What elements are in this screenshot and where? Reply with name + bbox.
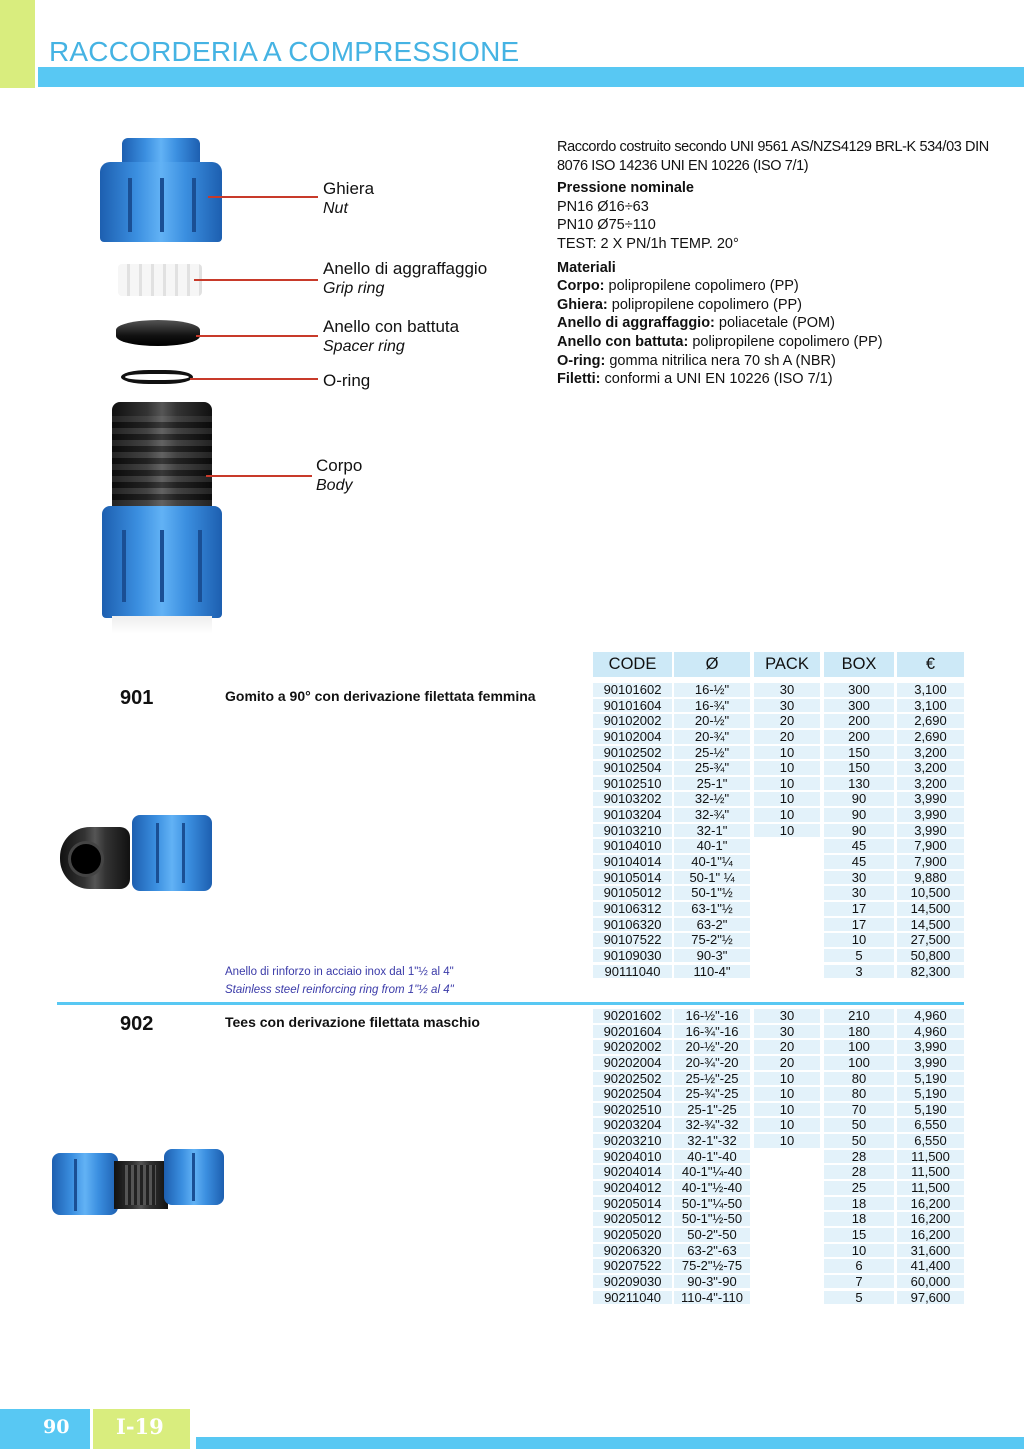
table-row <box>593 1071 964 1087</box>
box-cell: 100 <box>824 1056 894 1070</box>
spec-material: Anello di aggraffaggio: poliacetale (POM) <box>557 315 835 332</box>
diameter-cell: 50-1"½-50 <box>674 1212 750 1226</box>
part-translation-spacer-ring: Spacer ring <box>323 338 405 355</box>
leader-line-body <box>206 475 312 477</box>
pack-cell: 10 <box>754 1118 820 1132</box>
pack-cell <box>754 949 820 963</box>
box-cell: 18 <box>824 1212 894 1226</box>
box-cell: 17 <box>824 918 894 932</box>
code-cell: 90203204 <box>593 1118 672 1132</box>
pack-cell <box>754 871 820 885</box>
diameter-cell: 75-2"½-75 <box>674 1259 750 1273</box>
page-number: 90 <box>43 1416 70 1438</box>
reinforcing-ring-note-english: Stainless steel reinforcing ring from 1"½ al 4" <box>225 984 454 996</box>
diameter-cell: 40-1"¼ <box>674 855 750 869</box>
table-row <box>593 1055 964 1071</box>
leader-line-grip-ring <box>194 279 318 281</box>
box-cell: 7 <box>824 1275 894 1289</box>
table-row <box>593 682 964 698</box>
pack-cell: 30 <box>754 1025 820 1039</box>
box-cell: 15 <box>824 1228 894 1242</box>
spec-pressure-title: Pressione nominale <box>557 180 694 197</box>
diameter-cell: 16-½"-16 <box>674 1009 750 1023</box>
pack-cell: 10 <box>754 746 820 760</box>
page-title: RACCORDERIA A COMPRESSIONE <box>49 36 520 67</box>
code-cell: 90105012 <box>593 886 672 900</box>
box-cell: 200 <box>824 714 894 728</box>
code-cell: 90204014 <box>593 1165 672 1179</box>
spec-material: Anello con battuta: polipropilene copolimero (PP) <box>557 333 883 350</box>
code-cell: 90103210 <box>593 824 672 838</box>
code-cell: 90204010 <box>593 1150 672 1164</box>
code-cell: 90102502 <box>593 746 672 760</box>
code-cell: 90102510 <box>593 777 672 791</box>
table-row <box>593 901 964 917</box>
diameter-cell: 63-2"-63 <box>674 1244 750 1258</box>
pack-cell: 20 <box>754 1056 820 1070</box>
pack-cell <box>754 1244 820 1258</box>
table-row <box>593 838 964 854</box>
code-cell: 90209030 <box>593 1275 672 1289</box>
code-cell: 90101604 <box>593 699 672 713</box>
table-row <box>593 964 964 980</box>
box-cell: 130 <box>824 777 894 791</box>
spec-material: Filetti: conformi a UNI EN 10226 (ISO 7/1) <box>557 371 833 388</box>
diameter-cell: 25-1"-25 <box>674 1103 750 1117</box>
code-cell: 90202002 <box>593 1040 672 1054</box>
spec-intro: Raccordo costruito secondo UNI 9561 AS/NZS4129 BRL-K 534/03 DIN 8076 ISO 14236 UNI EN 10226 (ISO 7/1) <box>557 139 989 174</box>
code-cell: 90211040 <box>593 1291 672 1305</box>
pack-cell: 10 <box>754 824 820 838</box>
part-label-o-ring: O-ring <box>323 371 371 390</box>
product-description: Gomito a 90° con derivazione filettata femmina <box>225 688 536 704</box>
box-cell: 50 <box>824 1118 894 1132</box>
table-row <box>593 760 964 776</box>
part-label-grip-ring: Anello di aggraffaggio <box>323 259 488 278</box>
diameter-cell: 32-½" <box>674 792 750 806</box>
product-description: Tees con derivazione filettata maschio <box>225 1014 480 1030</box>
price-cell: 11,500 <box>897 1181 964 1195</box>
leader-line-nut <box>208 196 318 198</box>
table-row <box>593 1196 964 1212</box>
diameter-cell: 25-½" <box>674 746 750 760</box>
pack-cell: 10 <box>754 1072 820 1086</box>
table-header <box>593 652 964 677</box>
pack-cell: 20 <box>754 1040 820 1054</box>
price-cell: 31,600 <box>897 1244 964 1258</box>
box-cell: 180 <box>824 1025 894 1039</box>
box-cell: 200 <box>824 730 894 744</box>
box-cell: 10 <box>824 1244 894 1258</box>
table-row <box>593 932 964 948</box>
code-cell: 90205020 <box>593 1228 672 1242</box>
pack-cell: 20 <box>754 730 820 744</box>
diameter-cell: 63-1"½ <box>674 902 750 916</box>
price-cell: 16,200 <box>897 1197 964 1211</box>
table-row <box>593 1290 964 1306</box>
header-green-block <box>0 0 35 88</box>
column-header-pack: PACK <box>754 652 820 677</box>
table-row <box>593 698 964 714</box>
price-cell: 5,190 <box>897 1103 964 1117</box>
column-header-diameter: Ø <box>674 652 750 677</box>
table-row <box>593 1258 964 1274</box>
pack-cell: 10 <box>754 792 820 806</box>
diameter-cell: 25-½"-25 <box>674 1072 750 1086</box>
table-row <box>593 1164 964 1180</box>
pack-cell <box>754 1150 820 1164</box>
code-cell: 90101602 <box>593 683 672 697</box>
pack-cell: 30 <box>754 699 820 713</box>
pack-cell <box>754 1181 820 1195</box>
diameter-cell: 50-2"-50 <box>674 1228 750 1242</box>
code-cell: 90205012 <box>593 1212 672 1226</box>
spec-material: Corpo: polipropilene copolimero (PP) <box>557 278 799 295</box>
diameter-cell: 16-½" <box>674 683 750 697</box>
price-cell: 14,500 <box>897 918 964 932</box>
diameter-cell: 90-3"-90 <box>674 1275 750 1289</box>
diameter-cell: 75-2"½ <box>674 933 750 947</box>
box-cell: 150 <box>824 746 894 760</box>
spec-materials-title: Materiali <box>557 259 616 276</box>
part-label-nut: Ghiera <box>323 179 375 198</box>
diameter-cell: 25-¾" <box>674 761 750 775</box>
pack-cell: 10 <box>754 777 820 791</box>
box-cell: 50 <box>824 1134 894 1148</box>
diameter-cell: 25-1" <box>674 777 750 791</box>
table-row <box>593 776 964 792</box>
header-bar <box>38 67 1024 87</box>
box-cell: 70 <box>824 1103 894 1117</box>
code-cell: 90103202 <box>593 792 672 806</box>
price-cell: 3,100 <box>897 683 964 697</box>
price-cell: 5,190 <box>897 1072 964 1086</box>
pack-cell: 30 <box>754 683 820 697</box>
table-row <box>593 870 964 886</box>
code-cell: 90202504 <box>593 1087 672 1101</box>
price-cell: 3,200 <box>897 761 964 775</box>
diameter-cell: 20-½"-20 <box>674 1040 750 1054</box>
code-cell: 90203210 <box>593 1134 672 1148</box>
pack-cell <box>754 902 820 916</box>
pack-cell <box>754 839 820 853</box>
box-cell: 6 <box>824 1259 894 1273</box>
pack-cell: 10 <box>754 1134 820 1148</box>
diameter-cell: 63-2" <box>674 918 750 932</box>
box-cell: 18 <box>824 1197 894 1211</box>
section-divider <box>57 1002 964 1005</box>
code-cell: 90106312 <box>593 902 672 916</box>
pack-cell <box>754 965 820 979</box>
pack-cell <box>754 1165 820 1179</box>
price-cell: 60,000 <box>897 1275 964 1289</box>
part-translation-nut: Nut <box>323 200 348 217</box>
diameter-cell: 20-½" <box>674 714 750 728</box>
table-row <box>593 729 964 745</box>
box-cell: 10 <box>824 933 894 947</box>
tee-fitting-image <box>52 1143 224 1223</box>
body-image <box>102 402 222 634</box>
table-row <box>593 1227 964 1243</box>
code-cell: 90204012 <box>593 1181 672 1195</box>
code-cell: 90202510 <box>593 1103 672 1117</box>
box-cell: 210 <box>824 1009 894 1023</box>
price-cell: 10,500 <box>897 886 964 900</box>
nut-image <box>100 138 222 242</box>
diameter-cell: 32-¾" <box>674 808 750 822</box>
box-cell: 17 <box>824 902 894 916</box>
table-row <box>593 1039 964 1055</box>
diameter-cell: 110-4" <box>674 965 750 979</box>
price-cell: 2,690 <box>897 730 964 744</box>
price-cell: 3,200 <box>897 777 964 791</box>
code-cell: 90207522 <box>593 1259 672 1273</box>
box-cell: 80 <box>824 1072 894 1086</box>
diameter-cell: 40-1"-40 <box>674 1150 750 1164</box>
diameter-cell: 40-1"¼-40 <box>674 1165 750 1179</box>
code-cell: 90201602 <box>593 1009 672 1023</box>
pack-cell: 20 <box>754 714 820 728</box>
spec-block <box>557 138 997 389</box>
diameter-cell: 110-4"-110 <box>674 1291 750 1305</box>
diameter-cell: 32-1" <box>674 824 750 838</box>
pack-cell <box>754 1212 820 1226</box>
price-cell: 9,880 <box>897 871 964 885</box>
code-cell: 90102504 <box>593 761 672 775</box>
o-ring-image <box>121 370 193 384</box>
box-cell: 25 <box>824 1181 894 1195</box>
pack-cell <box>754 1291 820 1305</box>
elbow-fitting-image <box>60 815 215 895</box>
diameter-cell: 32-1"-32 <box>674 1134 750 1148</box>
diameter-cell: 90-3" <box>674 949 750 963</box>
code-cell: 90206320 <box>593 1244 672 1258</box>
table-row <box>593 1243 964 1259</box>
leader-line-o-ring <box>190 378 318 380</box>
diameter-cell: 16-¾" <box>674 699 750 713</box>
code-cell: 90102002 <box>593 714 672 728</box>
part-translation-body: Body <box>316 477 353 494</box>
pack-cell: 10 <box>754 1103 820 1117</box>
code-cell: 90205014 <box>593 1197 672 1211</box>
price-cell: 97,600 <box>897 1291 964 1305</box>
grip-ring-image <box>118 264 202 296</box>
table-row <box>593 1086 964 1102</box>
table-row <box>593 1024 964 1040</box>
table-row <box>593 745 964 761</box>
product-table <box>593 682 964 979</box>
price-cell: 7,900 <box>897 839 964 853</box>
spacer-ring-image <box>116 320 200 346</box>
price-cell: 3,990 <box>897 824 964 838</box>
diameter-cell: 40-1"½-40 <box>674 1181 750 1195</box>
box-cell: 90 <box>824 808 894 822</box>
table-row <box>593 1133 964 1149</box>
pack-cell: 10 <box>754 761 820 775</box>
table-row <box>593 1102 964 1118</box>
box-cell: 45 <box>824 855 894 869</box>
pack-cell <box>754 1197 820 1211</box>
code-cell: 90202004 <box>593 1056 672 1070</box>
diameter-cell: 16-¾"-16 <box>674 1025 750 1039</box>
price-cell: 3,990 <box>897 792 964 806</box>
table-row <box>593 854 964 870</box>
box-cell: 30 <box>824 886 894 900</box>
product-code: 901 <box>120 687 154 709</box>
code-cell: 90104010 <box>593 839 672 853</box>
box-cell: 28 <box>824 1150 894 1164</box>
table-row <box>593 948 964 964</box>
pack-cell: 30 <box>754 1009 820 1023</box>
pack-cell <box>754 855 820 869</box>
box-cell: 150 <box>824 761 894 775</box>
price-cell: 6,550 <box>897 1134 964 1148</box>
code-cell: 90103204 <box>593 808 672 822</box>
code-cell: 90106320 <box>593 918 672 932</box>
table-row <box>593 1180 964 1196</box>
pack-cell <box>754 886 820 900</box>
box-cell: 300 <box>824 683 894 697</box>
price-cell: 50,800 <box>897 949 964 963</box>
pack-cell <box>754 1275 820 1289</box>
column-header-code: CODE <box>593 652 672 677</box>
box-cell: 80 <box>824 1087 894 1101</box>
reinforcing-ring-note: Anello di rinforzo in acciaio inox dal 1"½ al 4" <box>225 966 454 978</box>
spec-pressure-line: PN16 Ø16÷63 <box>557 198 649 215</box>
price-cell: 14,500 <box>897 902 964 916</box>
table-row <box>593 1149 964 1165</box>
spec-pressure-line: TEST: 2 X PN/1h TEMP. 20° <box>557 235 739 252</box>
diameter-cell: 20-¾"-20 <box>674 1056 750 1070</box>
table-row <box>593 713 964 729</box>
price-cell: 3,200 <box>897 746 964 760</box>
price-cell: 3,100 <box>897 699 964 713</box>
price-cell: 11,500 <box>897 1165 964 1179</box>
footer-bar <box>196 1437 1024 1449</box>
leader-line-spacer-ring <box>196 335 318 337</box>
diameter-cell: 25-¾"-25 <box>674 1087 750 1101</box>
box-cell: 5 <box>824 949 894 963</box>
section-number: I-19 <box>116 1414 164 1439</box>
table-row <box>593 1008 964 1024</box>
box-cell: 45 <box>824 839 894 853</box>
code-cell: 90104014 <box>593 855 672 869</box>
box-cell: 3 <box>824 965 894 979</box>
box-cell: 90 <box>824 824 894 838</box>
pack-cell: 10 <box>754 1087 820 1101</box>
box-cell: 5 <box>824 1291 894 1305</box>
diameter-cell: 32-¾"-32 <box>674 1118 750 1132</box>
diameter-cell: 20-¾" <box>674 730 750 744</box>
price-cell: 7,900 <box>897 855 964 869</box>
pack-cell <box>754 918 820 932</box>
price-cell: 3,990 <box>897 1040 964 1054</box>
code-cell: 90201604 <box>593 1025 672 1039</box>
spec-material: Ghiera: polipropilene copolimero (PP) <box>557 296 803 313</box>
box-cell: 28 <box>824 1165 894 1179</box>
price-cell: 11,500 <box>897 1150 964 1164</box>
price-cell: 5,190 <box>897 1087 964 1101</box>
pack-cell <box>754 1259 820 1273</box>
table-row <box>593 791 964 807</box>
spec-material: O-ring: gomma nitrilica nera 70 sh A (NBR) <box>557 352 836 369</box>
table-row <box>593 1211 964 1227</box>
table-row <box>593 885 964 901</box>
price-cell: 2,690 <box>897 714 964 728</box>
pack-cell <box>754 1228 820 1242</box>
code-cell: 90107522 <box>593 933 672 947</box>
code-cell: 90109030 <box>593 949 672 963</box>
part-label-spacer-ring: Anello con battuta <box>323 317 460 336</box>
box-cell: 100 <box>824 1040 894 1054</box>
price-cell: 82,300 <box>897 965 964 979</box>
box-cell: 90 <box>824 792 894 806</box>
table-row <box>593 823 964 839</box>
price-cell: 16,200 <box>897 1212 964 1226</box>
column-header-box: BOX <box>824 652 894 677</box>
product-table <box>593 1008 964 1305</box>
price-cell: 4,960 <box>897 1025 964 1039</box>
price-cell: 3,990 <box>897 1056 964 1070</box>
diameter-cell: 50-1"¼-50 <box>674 1197 750 1211</box>
price-cell: 6,550 <box>897 1118 964 1132</box>
code-cell: 90105014 <box>593 871 672 885</box>
table-row <box>593 1274 964 1290</box>
diameter-cell: 50-1"½ <box>674 886 750 900</box>
price-cell: 16,200 <box>897 1228 964 1242</box>
spec-pressure-line: PN10 Ø75÷110 <box>557 217 656 234</box>
product-code: 902 <box>120 1013 154 1035</box>
part-label-body: Corpo <box>316 456 363 475</box>
table-row <box>593 807 964 823</box>
diameter-cell: 40-1" <box>674 839 750 853</box>
box-cell: 300 <box>824 699 894 713</box>
column-header-price: € <box>897 652 964 677</box>
code-cell: 90111040 <box>593 965 672 979</box>
pack-cell <box>754 933 820 947</box>
price-cell: 27,500 <box>897 933 964 947</box>
part-translation-grip-ring: Grip ring <box>323 280 385 297</box>
table-row <box>593 917 964 933</box>
pack-cell: 10 <box>754 808 820 822</box>
code-cell: 90102004 <box>593 730 672 744</box>
code-cell: 90202502 <box>593 1072 672 1086</box>
diameter-cell: 50-1" ¼ <box>674 871 750 885</box>
table-row <box>593 1117 964 1133</box>
price-cell: 4,960 <box>897 1009 964 1023</box>
box-cell: 30 <box>824 871 894 885</box>
price-cell: 41,400 <box>897 1259 964 1273</box>
price-cell: 3,990 <box>897 808 964 822</box>
